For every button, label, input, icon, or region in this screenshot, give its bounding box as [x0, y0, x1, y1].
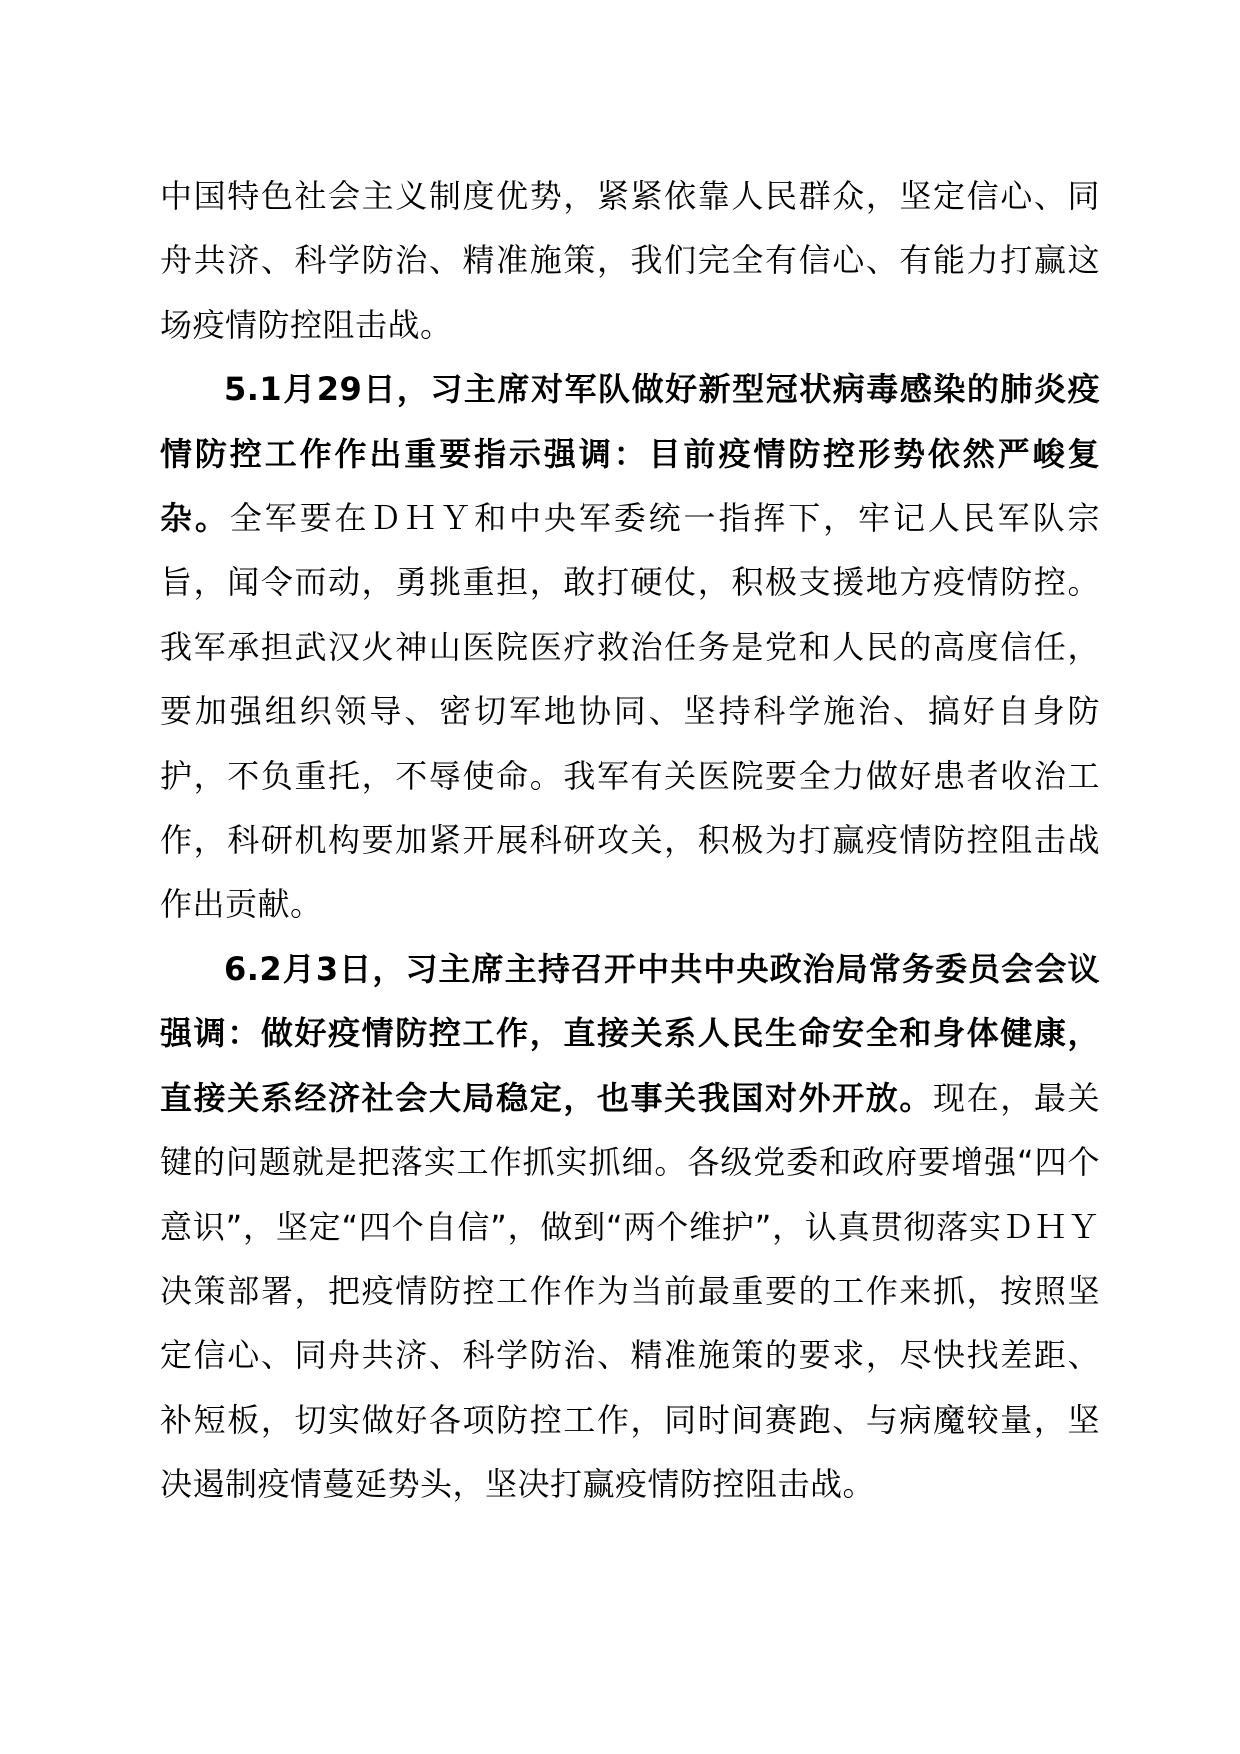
paragraph-item-5	[160, 357, 1100, 937]
paragraph-heading: 6.2月3日，习主席主持召开中共中央政治局常务委员会会议强调：做好疫情防控工作，直接关系人民生命安全和身体健康，直接关系经济社会大局稳定，也事关我国对外开放。	[160, 949, 1100, 1117]
document-body	[160, 164, 1100, 1517]
paragraph-item-6	[160, 937, 1100, 1517]
paragraph-heading: 5.1月29日，习主席对军队做好新型冠状病毒感染的肺炎疫情防控工作作出重要指示强调：目前疫情防控形势依然严峻复杂。	[160, 370, 1100, 538]
paragraph-text: 现在，最关键的问题就是把落实工作抓实抓细。各级党委和政府要增强“四个意识”，坚定“四个自信”，做到“两个维护”，认真贯彻落实ＤＨＹ决策部署，把疫情防控工作作为当前最重要的工作来抓，按照坚定信心、同舟共济、科学防治、精准施策的要求，尽快找差距、补短板，切实做好各项防控工作，同时间赛跑、与病魔较量，坚决遏制疫情蔓延势头，坚决打赢疫情防控阻击战。	[160, 1078, 1100, 1504]
paragraph-text: 全军要在ＤＨＹ和中央军委统一指挥下，牢记人民军队宗旨，闻令而动，勇挑重担，敢打硬仗，积极支援地方疫情防控。我军承担武汉火神山医院医疗救治任务是党和人民的高度信任，要加强组织领导、密切军地协同、坚持科学施治、搞好自身防护，不负重托，不辱使命。我军有关医院要全力做好患者收治工作，科研机构要加紧开展科研攻关，积极为打赢疫情防控阻击战作出贡献。	[160, 499, 1100, 924]
paragraph-text: 中国特色社会主义制度优势，紧紧依靠人民群众，坚定信心、同舟共济、科学防治、精准施策，我们完全有信心、有能力打赢这场疫情防控阻击战。	[160, 177, 1100, 344]
paragraph-continuation	[160, 164, 1100, 357]
